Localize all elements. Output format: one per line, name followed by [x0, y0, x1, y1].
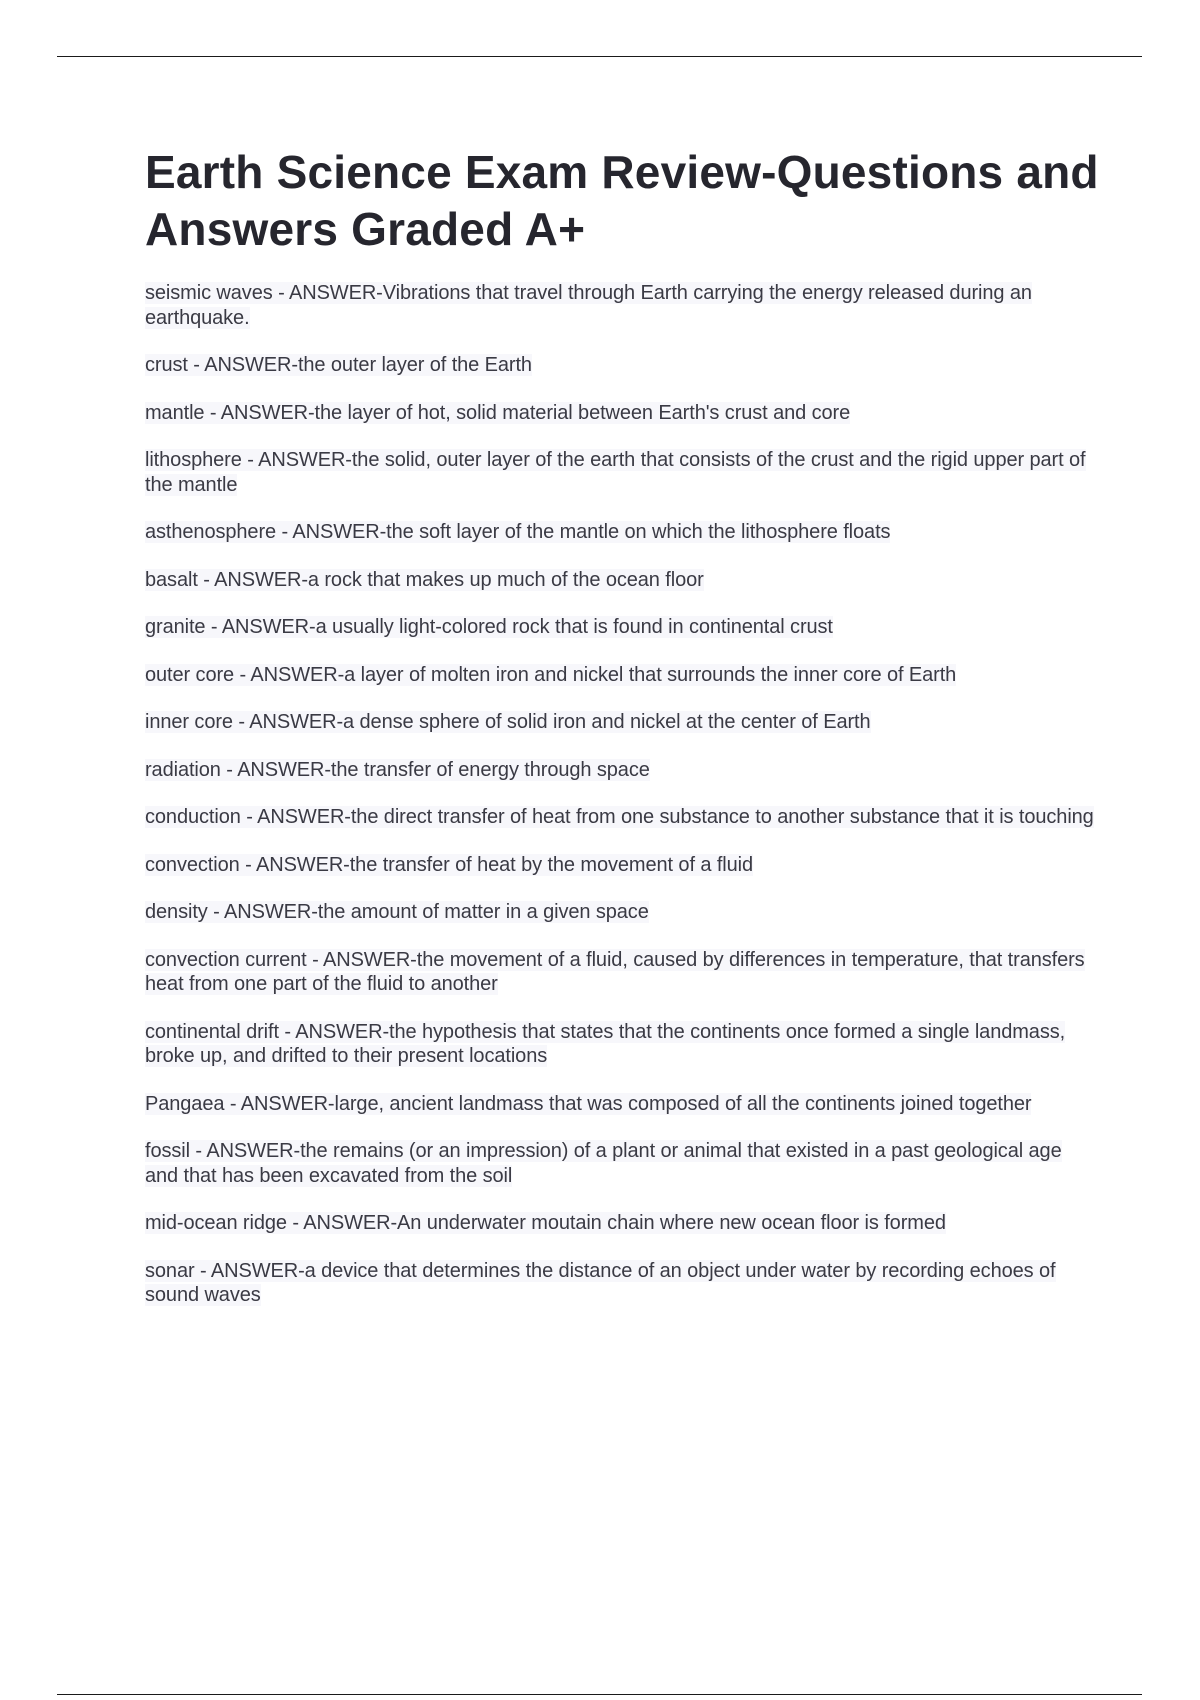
- qa-entry-13: [145, 900, 1095, 925]
- qa-entry-4: [145, 448, 1095, 497]
- qa-entry-5: [145, 520, 1095, 545]
- qa-entry-text: lithosphere - ANSWER-the solid, outer layer of the earth that consists of the crust and the rigid upper part of the mantle: [145, 449, 1086, 496]
- qa-entry-text: fossil - ANSWER-the remains (or an impression) of a plant or animal that existed in a past geological age and that has been excavated from the soil: [145, 1140, 1062, 1187]
- qa-entry-text: crust - ANSWER-the outer layer of the Earth: [145, 354, 532, 376]
- qa-entry-text: continental drift - ANSWER-the hypothesis that states that the continents once formed a single landmass, broke up, and drifted to their present locations: [145, 1020, 1066, 1067]
- top-divider: [57, 56, 1142, 57]
- qa-entry-10: [145, 758, 1095, 783]
- qa-entry-text: convection - ANSWER-the transfer of heat by the movement of a fluid: [145, 853, 754, 876]
- qa-entry-16: [145, 1092, 1095, 1117]
- qa-entry-text: basalt - ANSWER-a rock that makes up much of the ocean floor: [145, 568, 704, 591]
- qa-entry-6: [145, 568, 1095, 593]
- qa-entry-text: inner core - ANSWER-a dense sphere of solid iron and nickel at the center of Earth: [145, 711, 871, 733]
- qa-entry-text: conduction - ANSWER-the direct transfer of heat from one substance to another substance that it is touching: [145, 806, 1094, 828]
- qa-entry-18: [145, 1211, 1095, 1236]
- qa-entry-text: radiation - ANSWER-the transfer of energy through space: [145, 758, 650, 781]
- qa-entry-text: outer core - ANSWER-a layer of molten iron and nickel that surrounds the inner core of Earth: [145, 663, 957, 686]
- qa-entry-text: asthenosphere - ANSWER-the soft layer of the mantle on which the lithosphere floats: [145, 521, 891, 543]
- qa-entry-text: seismic waves - ANSWER-Vibrations that travel through Earth carrying the energy released during an earthquake.: [145, 282, 1032, 329]
- qa-entry-2: [145, 353, 1095, 378]
- qa-entry-text: density - ANSWER-the amount of matter in a given space: [145, 901, 649, 923]
- qa-list: [145, 281, 1095, 1331]
- qa-entry-12: [145, 853, 1095, 878]
- qa-entry-text: sonar - ANSWER-a device that determines the distance of an object under water by recording echoes of sound waves: [145, 1259, 1056, 1306]
- qa-entry-text: mid-ocean ridge - ANSWER-An underwater moutain chain where new ocean floor is formed: [145, 1212, 946, 1234]
- qa-entry-15: [145, 1020, 1095, 1069]
- qa-entry-1: [145, 281, 1095, 330]
- qa-entry-9: [145, 710, 1095, 735]
- qa-entry-3: [145, 401, 1095, 426]
- qa-entry-text: Pangaea - ANSWER-large, ancient landmass that was composed of all the continents joined together: [145, 1092, 1032, 1115]
- qa-entry-14: [145, 948, 1095, 997]
- qa-entry-text: mantle - ANSWER-the layer of hot, solid material between Earth's crust and core: [145, 401, 851, 424]
- qa-entry-8: [145, 663, 1095, 688]
- qa-entry-17: [145, 1139, 1095, 1188]
- qa-entry-text: granite - ANSWER-a usually light-colored rock that is found in continental crust: [145, 616, 833, 638]
- qa-entry-7: [145, 615, 1095, 640]
- qa-entry-19: [145, 1259, 1095, 1308]
- bottom-divider: [57, 1694, 1142, 1695]
- qa-entry-text: convection current - ANSWER-the movement of a fluid, caused by differences in temperature, that transfers heat from one part of the fluid to another: [145, 948, 1085, 995]
- qa-entry-11: [145, 805, 1095, 830]
- page-title: Earth Science Exam Review-Questions and Answers Graded A+: [145, 146, 1099, 255]
